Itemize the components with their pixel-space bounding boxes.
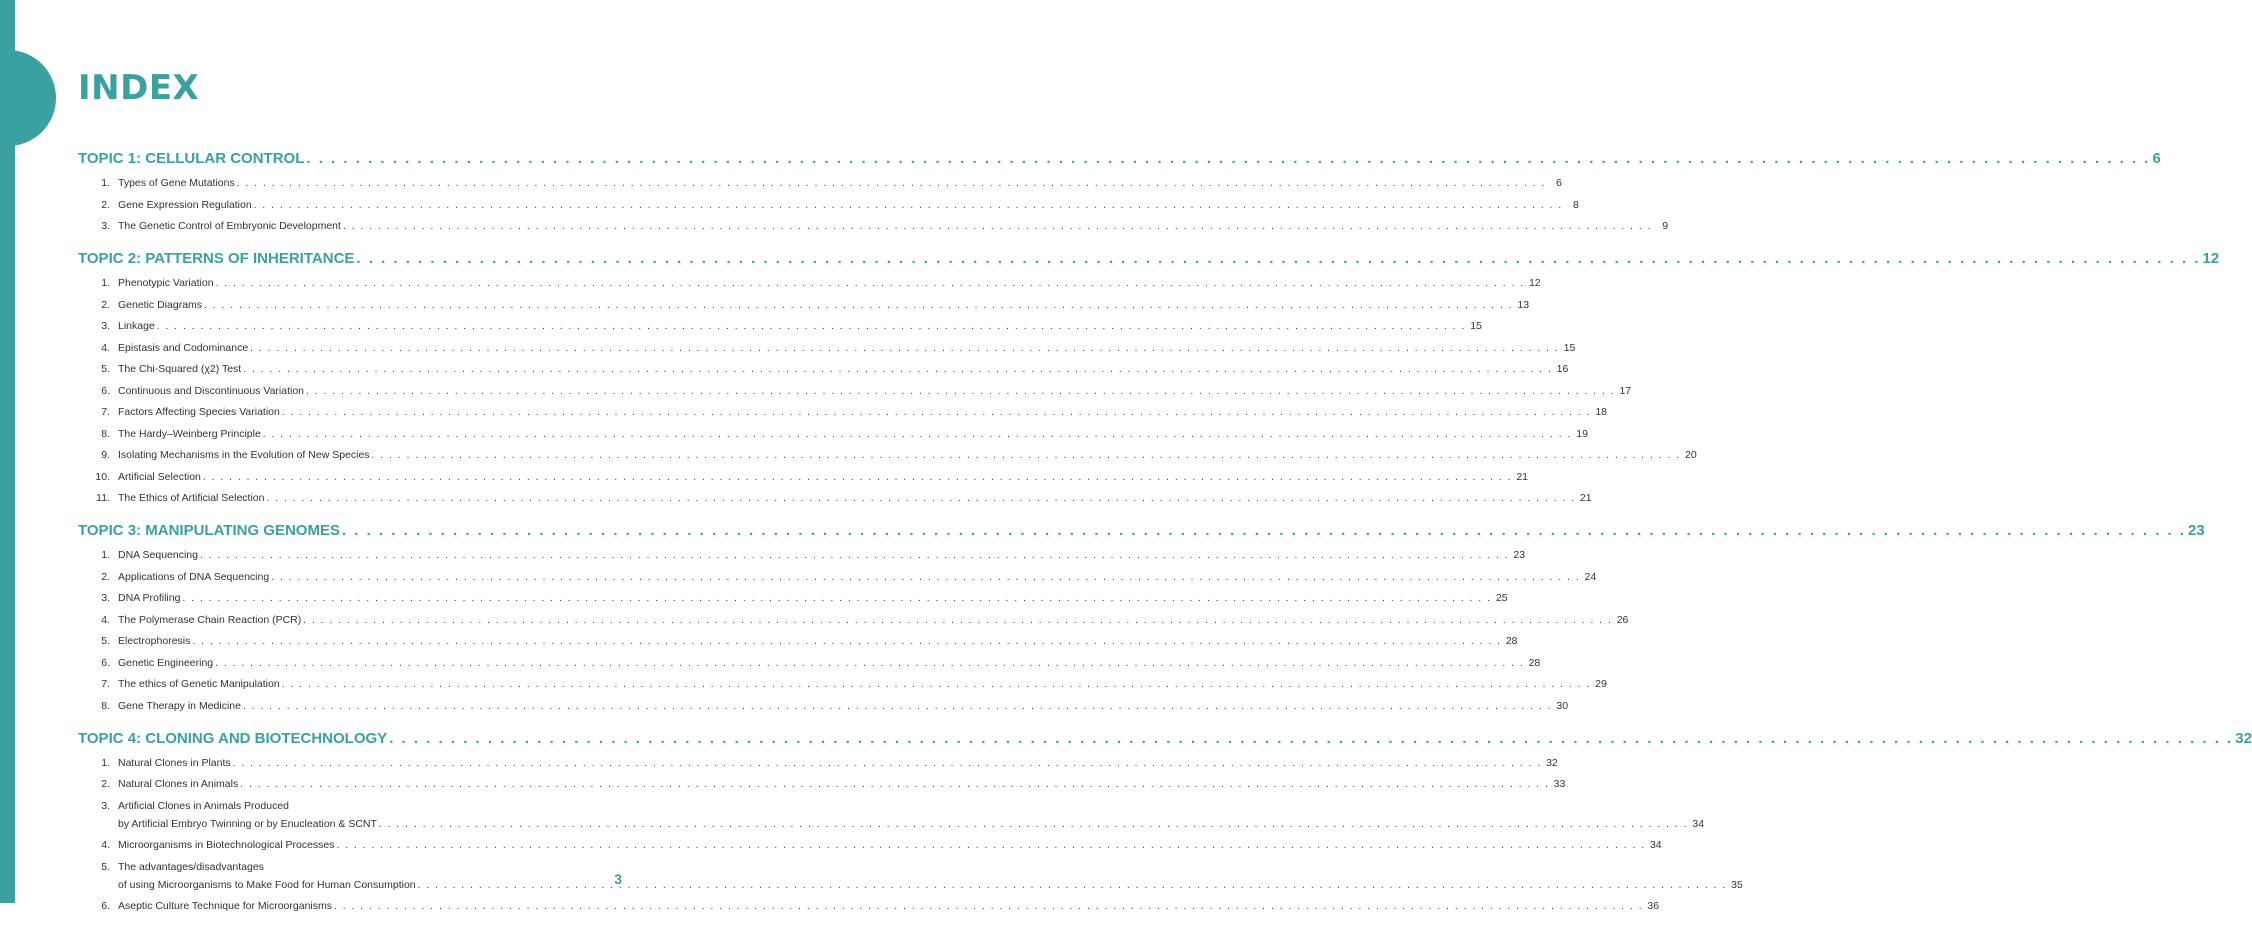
entry-page-number: 6 (1556, 177, 1562, 189)
entry-page-number: 9 (1662, 220, 1669, 232)
topic-page-number: 23 (2188, 522, 2205, 539)
entry-title: Microorganisms in Biotechnological Processes (118, 839, 335, 851)
toc-entry[interactable] (78, 298, 1530, 313)
dot-leader (282, 406, 1591, 420)
dot-leader (303, 614, 1612, 628)
topic-section (78, 729, 2252, 915)
toc-entry[interactable] (78, 341, 1576, 356)
toc-entry[interactable] (78, 656, 1541, 671)
entry-number: 6. (101, 900, 110, 912)
entry-number: 5. (101, 860, 110, 873)
entry-title-continued (118, 878, 1743, 893)
entry-number: 3. (101, 592, 110, 604)
dot-leader (306, 385, 1615, 399)
entry-number: 1. (101, 756, 110, 769)
side-accent-tab (0, 50, 56, 146)
entry-page-number: 33 (1553, 778, 1566, 790)
table-of-contents (78, 150, 2252, 930)
entry-page-number: 15 (1470, 320, 1482, 332)
entry-number: 5. (101, 635, 110, 647)
topic-title: TOPIC 2: PATTERNS OF INHERITANCE (78, 250, 355, 267)
dot-leader (233, 757, 1542, 771)
topic-title: TOPIC 4: CLONING AND BIOTECHNOLOGY (78, 729, 388, 747)
toc-entry[interactable] (78, 427, 1588, 442)
entry-title: The Ethics of Artificial Selection (118, 492, 265, 504)
entry-title: The Hardy–Weinberg Principle (118, 427, 261, 440)
entry-title: The Polymerase Chain Reaction (PCR) (118, 613, 302, 626)
dot-leader (250, 342, 1559, 356)
dot-leader (254, 199, 1563, 213)
entry-title: Natural Clones in Plants (118, 756, 231, 769)
topic-heading[interactable] (78, 150, 2161, 172)
entry-page-number: 18 (1595, 406, 1607, 418)
entry-number: 3. (101, 799, 110, 812)
toc-entry[interactable] (78, 634, 1518, 649)
dot-leader (389, 730, 2233, 747)
entry-number: 2. (101, 570, 110, 583)
entry-number: 4. (101, 613, 110, 626)
entry-title: Gene Expression Regulation (118, 198, 252, 211)
dot-leader (343, 220, 1652, 234)
entry-title: Isolating Mechanisms in the Evolution of New Species (118, 449, 370, 461)
entry-number: 1. (101, 277, 110, 289)
page-title: INDEX (78, 68, 200, 108)
toc-entry[interactable] (78, 219, 1669, 234)
entry-title: Phenotypic Variation (118, 277, 214, 289)
entry-title: Epistasis and Codominance (118, 341, 249, 354)
dot-leader (200, 549, 1509, 563)
entry-number: 3. (101, 320, 110, 332)
entry-text (118, 799, 1704, 832)
entry-title: Natural Clones in Animals (118, 778, 239, 790)
entry-number: 1. (101, 549, 110, 561)
entry-page-number: 23 (1513, 549, 1526, 561)
entry-title: Factors Affecting Species Variation (118, 406, 280, 418)
dot-leader (243, 700, 1552, 714)
dot-leader (204, 299, 1513, 313)
entry-page-number: 29 (1595, 678, 1607, 690)
entry-title: The Genetic Control of Embryonic Development (118, 220, 341, 232)
entry-number: 7. (101, 678, 110, 690)
entry-number: 2. (101, 298, 110, 311)
entry-title: Aseptic Culture Technique for Microorganisms (118, 900, 332, 912)
entry-number: 6. (101, 384, 110, 397)
toc-entry[interactable] (78, 899, 1660, 914)
entry-page-number: 24 (1584, 570, 1597, 583)
entry-number: 7. (101, 406, 110, 418)
dot-leader (237, 177, 1546, 191)
entry-title-line2: of using Microorganisms to Make Food for Human Consumption (118, 878, 416, 891)
entry-number: 2. (101, 778, 110, 790)
dot-leader (243, 363, 1552, 377)
topic-section (78, 522, 2205, 714)
dot-leader (263, 428, 1572, 442)
dot-leader (306, 150, 2150, 167)
topic-page-number: 32 (2235, 729, 2252, 747)
entry-page-number: 26 (1616, 613, 1629, 626)
entry-title: The Chi-Squared (χ2) Test (118, 363, 242, 375)
entry-page-number: 19 (1576, 427, 1588, 440)
dot-leader (266, 492, 1575, 506)
entry-title: Types of Gene Mutations (118, 177, 235, 189)
entry-number: 2. (101, 198, 110, 211)
topic-heading[interactable] (78, 729, 2252, 752)
entry-page-number: 30 (1556, 699, 1569, 712)
entry-number: 1. (101, 177, 110, 189)
toc-entry[interactable] (78, 777, 1566, 792)
dot-leader (240, 778, 1549, 792)
entry-number: 3. (101, 220, 110, 232)
entry-page-number: 8 (1572, 198, 1579, 211)
entry-page-number: 17 (1619, 384, 1632, 397)
entry-text (118, 860, 1743, 893)
entry-page-number: 12 (1528, 277, 1541, 289)
entry-title: Applications of DNA Sequencing (118, 570, 270, 583)
topic-page-number: 6 (2152, 150, 2161, 167)
topic-heading[interactable] (78, 250, 2220, 272)
topic-section (78, 150, 2161, 234)
entry-number: 6. (101, 656, 110, 669)
entry-page-number: 34 (1649, 839, 1662, 851)
dot-leader (215, 657, 1524, 671)
dot-leader (182, 592, 1491, 606)
toc-entry[interactable] (78, 176, 1562, 191)
toc-entry[interactable] (78, 756, 1558, 771)
entry-title-line2: by Artificial Embryo Twinning or by Enucleation & SCNT (118, 817, 377, 830)
toc-entry[interactable] (78, 362, 1569, 377)
toc-entry[interactable] (78, 319, 1482, 334)
entry-title: Linkage (118, 320, 155, 332)
toc-entry[interactable] (78, 570, 1597, 585)
topic-title: TOPIC 3: MANIPULATING GENOMES (78, 522, 340, 539)
toc-entry[interactable] (78, 799, 1705, 832)
entry-page-number: 15 (1563, 341, 1576, 354)
entry-page-number: 25 (1495, 592, 1508, 604)
entry-title: DNA Profiling (118, 592, 181, 604)
entry-page-number: 20 (1684, 449, 1697, 461)
dot-leader (334, 900, 1643, 914)
entry-number: 4. (101, 839, 110, 851)
entry-title: Artificial Selection (118, 470, 201, 483)
dot-leader (271, 571, 1580, 585)
entry-number: 11. (96, 492, 110, 504)
dot-leader (379, 818, 1688, 832)
entry-page-number: 32 (1546, 756, 1558, 769)
topic-section (78, 250, 2220, 506)
entry-number: 9. (101, 449, 110, 461)
page-number: 3 (614, 871, 622, 887)
entry-title: Gene Therapy in Medicine (118, 699, 241, 712)
toc-entry[interactable] (78, 699, 1569, 714)
entry-page-number: 36 (1647, 900, 1660, 912)
dot-leader (342, 522, 2186, 539)
entry-title: Genetic Engineering (118, 656, 214, 669)
entry-number: 10. (95, 470, 110, 483)
entry-number: 8. (101, 699, 110, 712)
toc-entry[interactable] (78, 405, 1607, 420)
entry-title: Artificial Clones in Animals Produced (118, 799, 289, 812)
toc-entry[interactable] (78, 548, 1526, 563)
dot-leader (282, 678, 1591, 692)
dot-leader (337, 839, 1646, 853)
dot-leader (372, 449, 1681, 463)
toc-entry[interactable] (78, 470, 1528, 485)
toc-entry[interactable] (78, 613, 1629, 628)
toc-entry[interactable] (78, 448, 1697, 463)
toc-entry[interactable] (78, 677, 1607, 692)
entry-number: 4. (101, 341, 110, 354)
entry-page-number: 21 (1516, 470, 1528, 483)
toc-entry[interactable] (78, 276, 1541, 291)
topic-page-number: 12 (2202, 250, 2220, 267)
dot-leader (216, 277, 1525, 291)
toc-entry[interactable] (78, 838, 1662, 853)
entry-page-number: 28 (1528, 656, 1541, 669)
entry-page-number: 34 (1692, 817, 1705, 830)
entry-page-number: 28 (1505, 635, 1518, 647)
dot-leader (356, 250, 2200, 267)
toc-entry[interactable] (78, 384, 1632, 399)
toc-entry[interactable] (78, 491, 1592, 506)
dot-leader (192, 635, 1501, 649)
toc-entry[interactable] (78, 591, 1508, 606)
dot-leader (157, 320, 1466, 334)
entry-title: Continuous and Discontinuous Variation (118, 384, 305, 397)
entry-title: The ethics of Genetic Manipulation (118, 678, 280, 690)
entry-title: DNA Sequencing (118, 549, 198, 561)
topic-heading[interactable] (78, 522, 2205, 544)
dot-leader (203, 471, 1512, 485)
entry-page-number: 16 (1556, 363, 1569, 375)
entry-page-number: 21 (1579, 492, 1592, 504)
topic-title: TOPIC 1: CELLULAR CONTROL (78, 150, 305, 167)
toc-entry[interactable] (78, 198, 1579, 213)
toc-entry[interactable] (78, 860, 1743, 893)
entry-number: 5. (101, 363, 110, 375)
entry-page-number: 13 (1517, 298, 1530, 311)
entry-title-continued (118, 817, 1704, 832)
entry-title: Genetic Diagrams (118, 298, 203, 311)
entry-number: 8. (101, 427, 110, 440)
entry-title: The advantages/disadvantages (118, 860, 264, 873)
entry-title: Electrophoresis (118, 635, 191, 647)
entry-page-number: 35 (1731, 878, 1743, 891)
